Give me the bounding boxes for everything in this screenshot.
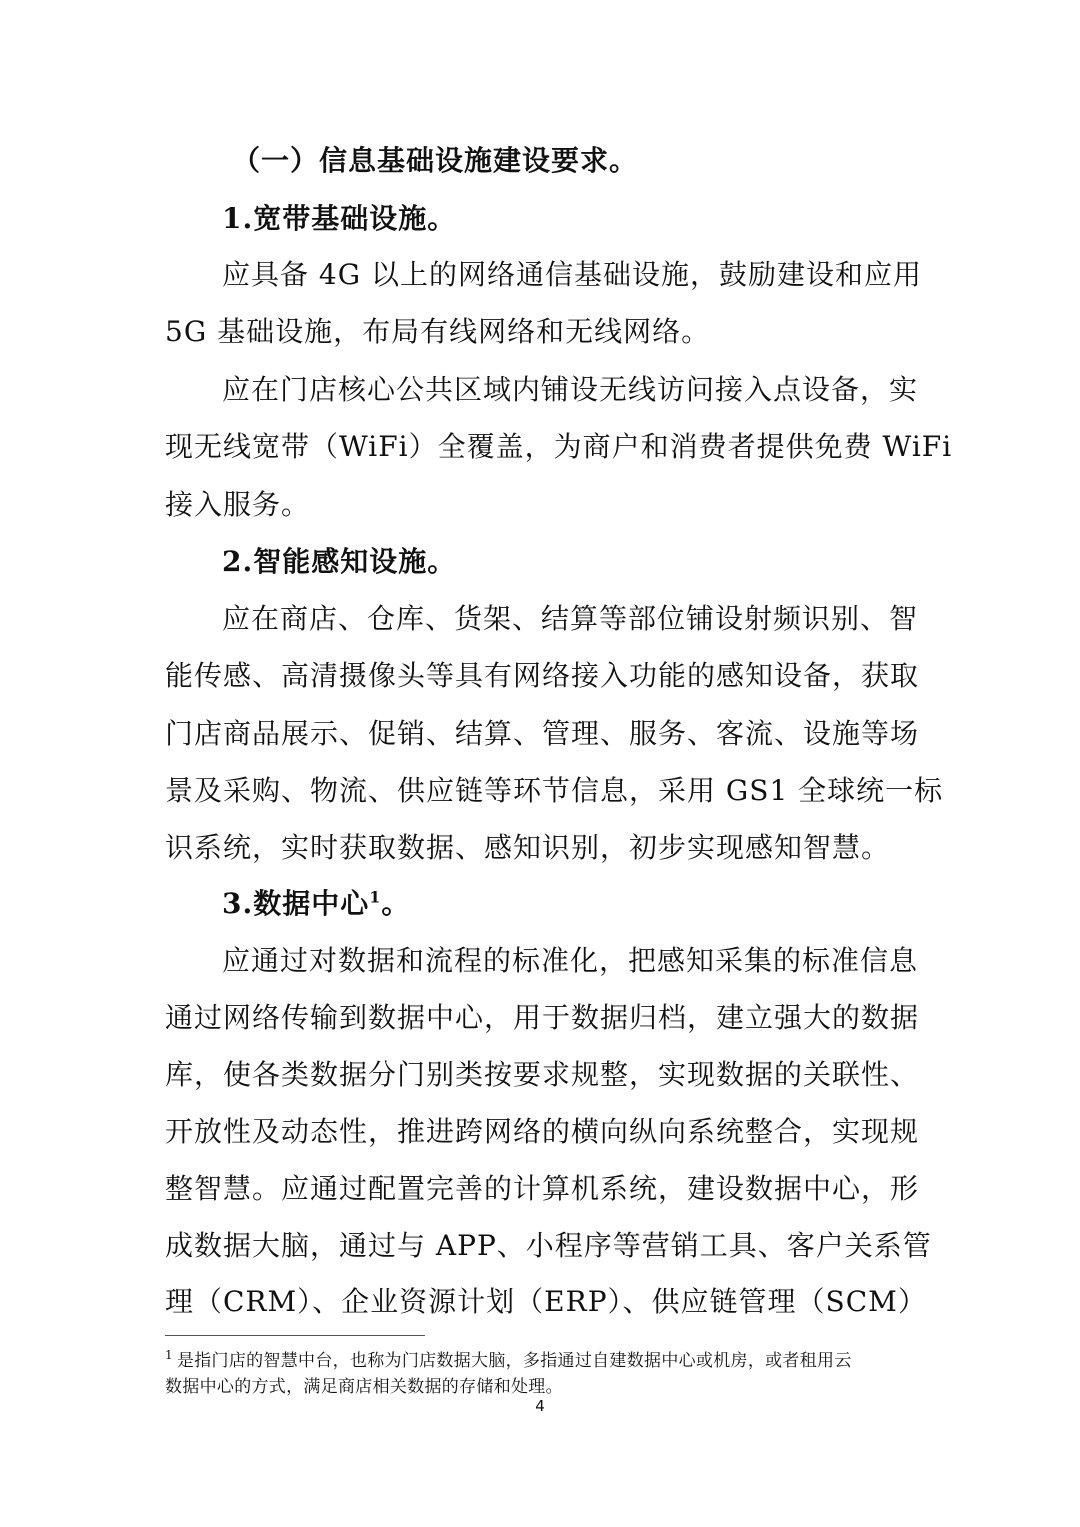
footnote-line: 数据中心的方式，满足商店相关数据的存储和处理。: [165, 1377, 563, 1397]
paragraph-line: 应在商店、仓库、货架、结算等部位铺设射频识别、智: [222, 602, 919, 635]
subheading-broadband: 1.宽带基础设施。: [222, 202, 457, 235]
paragraph-line: 应通过对数据和流程的标准化，把感知采集的标准信息: [222, 944, 919, 977]
paragraph-line: 通过网络传输到数据中心，用于数据归档，建立强大的数据: [165, 1001, 920, 1034]
paragraph-line: 现无线宽带（WiFi）全覆盖，为商户和消费者提供免费 WiFi: [165, 430, 953, 463]
footnote-reference[interactable]: 1: [369, 887, 382, 907]
subheading-data-center: [222, 884, 974, 924]
footnote-divider: [165, 1335, 425, 1336]
subheading-period: 。: [381, 887, 411, 920]
subheading-text: 3.数据中心: [222, 887, 370, 920]
footnote-text: 是指门店的智慧中台，也称为门店数据大脑，多指通过自建数据中心或机房，或者租用云: [176, 1351, 852, 1371]
paragraph-line: 理（CRM）、企业资源计划（ERP）、供应链管理（SCM）: [165, 1285, 927, 1318]
paragraph-line: 接入服务。: [165, 488, 311, 521]
footnote-line: [165, 1348, 925, 1374]
paragraph-line: 5G 基础设施，布局有线网络和无线网络。: [165, 315, 711, 348]
paragraph-line: 整智慧。应通过配置完善的计算机系统，建设数据中心，形: [165, 1172, 920, 1205]
subheading-sensing: 2.智能感知设施。: [222, 545, 457, 578]
footnote-mark: 1: [165, 1348, 173, 1363]
paragraph-line: 开放性及动态性，推进跨网络的横向纵向系统整合，实现规: [165, 1115, 920, 1148]
section-heading: （一）信息基础设施建设要求。: [232, 144, 639, 177]
paragraph-line: 识系统，实时获取数据、感知识别，初步实现感知智慧。: [165, 831, 891, 864]
paragraph-line: 应在门店核心公共区域内铺设无线访问接入点设备，实: [222, 373, 919, 406]
page-number: 4: [535, 1397, 545, 1415]
paragraph-line: 成数据大脑，通过与 APP、小程序等营销工具、客户关系管: [165, 1229, 932, 1262]
paragraph-line: 门店商品展示、促销、结算、管理、服务、客流、设施等场: [165, 717, 920, 750]
paragraph-line: 景及采购、物流、供应链等环节信息，采用 GS1 全球统一标: [165, 774, 944, 807]
paragraph-line: 库，使各类数据分门别类按要求规整，实现数据的关联性、: [165, 1058, 920, 1091]
paragraph-line: 能传感、高清摄像头等具有网络接入功能的感知设备，获取: [165, 659, 920, 692]
paragraph-line: 应具备 4G 以上的网络通信基础设施，鼓励建设和应用: [222, 258, 922, 291]
